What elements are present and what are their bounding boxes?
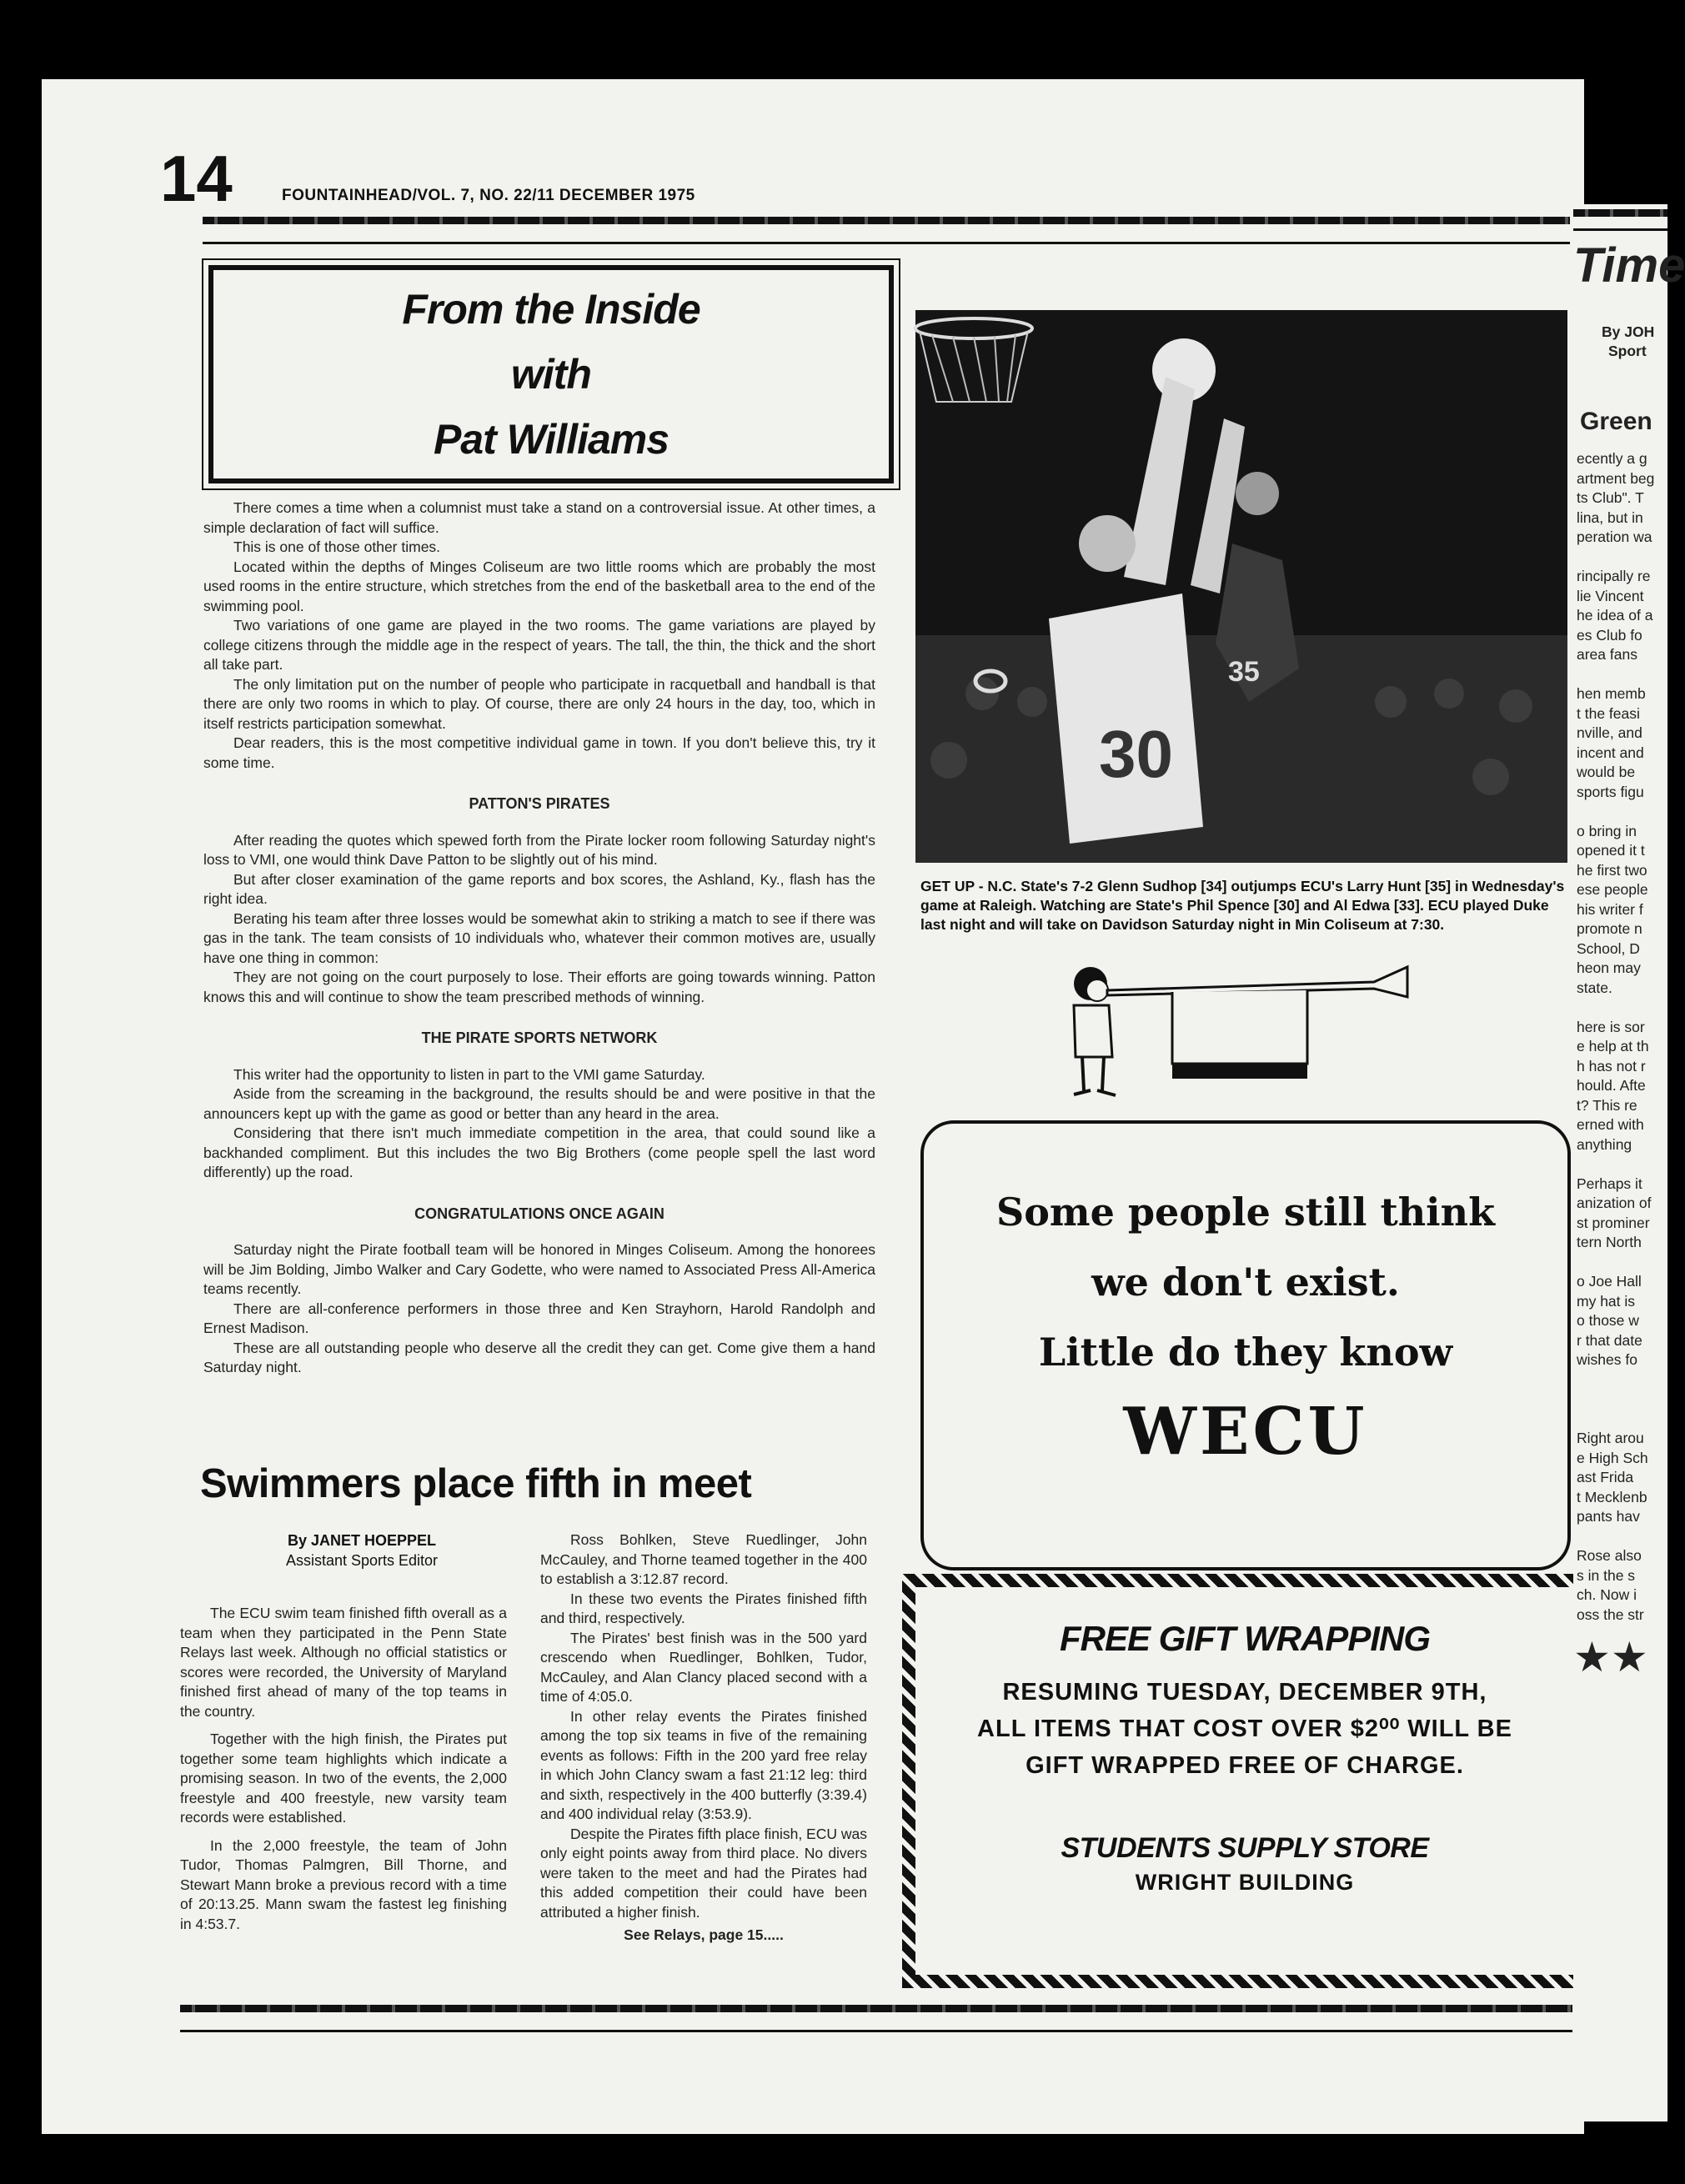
adjacent-text-line: my hat is: [1577, 1292, 1636, 1310]
adjacent-byline: Sport: [1608, 343, 1647, 359]
adjacent-text-line: wishes fo: [1577, 1351, 1637, 1368]
adjacent-text-line: lie Vincent: [1577, 587, 1644, 604]
adjacent-text-line: he idea of a: [1577, 607, 1653, 624]
paragraph: After reading the quotes which spewed forth from the Pirate locker room following Saturday night's loss to VMI, one would think Dave Patton to be slightly out of his mind.: [203, 831, 875, 868]
wecu-ad-line: Some people still think: [996, 1190, 1495, 1235]
gift-ad-line: GIFT WRAPPED FREE OF CHARGE.: [1026, 1752, 1464, 1779]
basketball-photo-graphic: [915, 310, 1567, 863]
section-heading: PATTON'S PIRATES: [469, 795, 610, 812]
paragraph: Saturday night the Pirate football team will be honored in Minges Coliseum. Among the honorees will be Jim Bolding, Jimbo Walker and Cary Godette, who were named to Associated Press All-America teams recently.: [203, 1241, 875, 1297]
paragraph: Aside from the screaming in the background, the results should be and were positive in that the announcers kept up with the game as good or better than any heard in the area.: [203, 1085, 875, 1122]
adjacent-text-line: Right arou: [1577, 1430, 1644, 1446]
adjacent-text-line: rincipally re: [1577, 568, 1651, 584]
adjacent-text-line: promote n: [1577, 920, 1642, 937]
adjacent-text-line: h has not r: [1577, 1057, 1646, 1074]
paragraph: Considering that there isn't much immediate competition in the area, that could sound like a backhanded compliment. But this includes the two Big Brothers (come people spell the last word differently) up the road.: [203, 1125, 875, 1180]
gift-ad-line: ALL ITEMS THAT COST OVER $2⁰⁰ WILL BE: [977, 1716, 1512, 1742]
jersey-number-back: 35: [1228, 656, 1260, 688]
adjacent-text-line: hen memb: [1577, 685, 1646, 702]
paragraph: They are not going on the court purposely to lose. Their efforts are going towards winning. Patton knows this and will continue to show the team prescribed methods of winning.: [203, 969, 875, 1005]
bottom-rule: [180, 2005, 1572, 2012]
adjacent-text-line: would be: [1577, 764, 1636, 780]
top-rule: [203, 217, 1570, 224]
column-title-box: [208, 265, 894, 483]
adjacent-text-line: [1577, 665, 1667, 685]
adjacent-text-line: [1577, 802, 1667, 822]
paragraph: But after closer examination of the game reports and box scores, the Ashland, Ky., flash has the right idea.: [203, 870, 875, 907]
adjacent-text-line: area fans: [1577, 646, 1637, 663]
adjacent-text-line: School, D: [1577, 939, 1640, 957]
paragraph: Ross Bohlken, Steve Ruedlinger, John McCauley, and Thorne teamed together in the 400 to establish a 3:12.87 record.: [540, 1531, 867, 1587]
paragraph: This is one of those other times.: [233, 538, 441, 555]
adjacent-text-line: ast Frida: [1577, 1469, 1634, 1485]
column-body: [203, 498, 875, 1378]
paragraph: Berating his team after three losses would be somewhat akin to striking a match to see if there was gas in the tank. The team consists of 10 individuals who, whatever their common motives are, usually have one thing in common:: [203, 909, 875, 966]
adjacent-text-line: incent and: [1577, 744, 1644, 761]
swim-column-2: [540, 1530, 867, 1946]
adjacent-text-line: sports figu: [1577, 783, 1644, 800]
paragraph: These are all outstanding people who deserve all the credit they can get. Come give them a hand Saturday night.: [203, 1339, 875, 1375]
adjacent-text-line: [1577, 548, 1667, 568]
adjacent-text-line: [1577, 1253, 1667, 1273]
adjacent-text-line: st prominer: [1577, 1214, 1650, 1231]
paragraph: The only limitation put on the number of people who participate in racquetball and handball is that there are only two rooms in which to play. Of course, there are only 24 hours in the day, too, which in itself restricts participation somewhat.: [203, 675, 875, 732]
adjacent-byline: By JOH: [1602, 323, 1655, 340]
adjacent-text-line: [1577, 1155, 1667, 1175]
paragraph: Two variations of one game are played in the two rooms. The game variations are played by college citizens through the middle age in the respect of years. The tall, the thin, the thick and the short all take part.: [203, 617, 875, 673]
adjacent-text-line: [1577, 998, 1667, 1018]
adjacent-text-line: e High Sch: [1577, 1449, 1648, 1466]
gift-ad-line: RESUMING TUESDAY, DECEMBER 9TH,: [1002, 1679, 1487, 1706]
adjacent-text-line: ecently a g: [1577, 450, 1647, 467]
paragraph: This writer had the opportunity to listen in part to the VMI game Saturday.: [233, 1065, 705, 1083]
adjacent-text-line: [1577, 1370, 1667, 1390]
adjacent-text-line: here is sor: [1577, 1018, 1645, 1035]
adjacent-text-line: o those w: [1577, 1312, 1639, 1329]
adjacent-text-line: [1577, 1390, 1667, 1410]
adjacent-stars: ★★: [1573, 1634, 1648, 1681]
adjacent-text-line: Rose also: [1577, 1547, 1642, 1564]
paragraph: There are all-conference performers in those three and Ken Strayhorn, Harold Randolph and Ernest Madison.: [203, 1300, 875, 1336]
byline-name: By JANET HOEPPEL: [287, 1532, 437, 1549]
adjacent-text-line: ts Club". T: [1577, 489, 1644, 506]
adjacent-text-line: s in the s: [1577, 1566, 1636, 1584]
section-heading: CONGRATULATIONS ONCE AGAIN: [414, 1205, 664, 1222]
adjacent-text-line: e help at th: [1577, 1038, 1649, 1054]
paragraph: In the 2,000 freestyle, the team of John Tudor, Thomas Palmgren, Bill Thorne, and Stewart Mann broke a previous record with a time of 20:13.25. Mann swam the fastest leg finishing in 4:53.7.: [180, 1836, 507, 1932]
adjacent-rule: [1573, 209, 1667, 217]
photo-caption: GET UP - N.C. State's 7-2 Glenn Sudhop [34] outjumps ECU's Larry Hunt [35] in Wednesday's game at Raleigh. Watching are State's Phil Spence [30] and Al Edwa [33]. ECU played Duke last night and will take on Davidson Saturday night in Min Coliseum at 7:30.: [920, 878, 1565, 933]
adjacent-headline: Time: [1573, 238, 1685, 293]
bottom-thin-rule: [180, 2030, 1572, 2032]
adjacent-text-line: anization of: [1577, 1195, 1652, 1211]
paragraph: Located within the depths of Minges Coliseum are two little rooms which are probably the most used rooms in the entire structure, which stretches from the end of the basketball area to the end of the swimming pool.: [203, 558, 875, 614]
adjacent-text-line: [1577, 1527, 1667, 1547]
adjacent-text-line: his writer f: [1577, 900, 1643, 918]
adjacent-text-line: erned with: [1577, 1116, 1644, 1133]
paragraph: The ECU swim team finished fifth overall as a team when they participated in the Penn State Relays last week. Although no official statistics or scores were recorded, the University of Maryland finished first ahead of many of the top teams in the country.: [180, 1605, 507, 1720]
adjacent-text-line: he first two: [1577, 861, 1647, 879]
top-thin-rule: [203, 242, 1570, 244]
wecu-ad-line: Little do they know: [1038, 1330, 1453, 1375]
adjacent-text-line: r that date: [1577, 1331, 1642, 1349]
adjacent-text-line: anything: [1577, 1135, 1632, 1153]
swim-column-1: [180, 1604, 507, 1934]
column-title-line: From the Inside: [402, 286, 700, 333]
adjacent-subhead: Green: [1580, 407, 1652, 435]
adjacent-text-line: es Club fo: [1577, 626, 1642, 644]
adjacent-text-line: Perhaps it: [1577, 1175, 1642, 1192]
gift-wrapping-ad: [902, 1574, 1587, 1988]
wecu-logo: WECU: [1123, 1394, 1368, 1470]
adjacent-text-line: pants hav: [1577, 1508, 1640, 1525]
masthead: FOUNTAINHEAD/VOL. 7, NO. 22/11 DECEMBER 1975: [282, 187, 695, 204]
gift-ad-title: FREE GIFT WRAPPING: [1060, 1619, 1430, 1658]
swim-byline: [203, 1530, 520, 1570]
column-title-line: Pat Williams: [433, 416, 669, 463]
adjacent-text-line: t Mecklenb: [1577, 1488, 1647, 1505]
gift-ad-store: STUDENTS SUPPLY STORE: [1061, 1832, 1429, 1864]
adjacent-text-line: heon may: [1577, 959, 1641, 976]
swim-headline: Swimmers place fifth in meet: [200, 1461, 752, 1506]
adjacent-text-line: peration wa: [1577, 528, 1652, 545]
wecu-ad: [920, 1120, 1571, 1570]
page-number: 14: [160, 142, 233, 215]
paragraph: Dear readers, this is the most competitive individual game in town. If you don't believe this, try it some time.: [203, 734, 875, 771]
adjacent-text-lines: [1573, 449, 1667, 1625]
byline-title: Assistant Sports Editor: [285, 1552, 439, 1569]
adjacent-text-line: t the feasi: [1577, 704, 1640, 722]
adjacent-text-line: nville, and: [1577, 724, 1642, 741]
paragraph: In these two events the Pirates finished fifth and third, respectively.: [540, 1590, 867, 1626]
adjacent-text-line: ese people: [1577, 881, 1648, 898]
adjacent-text-line: state.: [1577, 979, 1612, 996]
adjacent-text-line: o Joe Hall: [1577, 1273, 1642, 1290]
column-title-line: with: [511, 351, 591, 398]
adjacent-page-edge: [1573, 204, 1685, 2121]
adjacent-text-line: hould. Afte: [1577, 1077, 1646, 1094]
adjacent-text-line: t? This re: [1577, 1096, 1637, 1114]
jersey-number-front: 30: [1099, 717, 1173, 791]
adjacent-text-line: opened it t: [1577, 842, 1645, 859]
paragraph: The Pirates' best finish was in the 500 yard crescendo when Ruedlinger, Bohlken, Tudor, McCauley, and Alan Clancy placed second with a time of 4:05.0.: [540, 1629, 867, 1705]
gift-ad-building: WRIGHT BUILDING: [1135, 1870, 1355, 1895]
basketball-photo: [915, 310, 1567, 863]
adjacent-thin-rule: [1573, 228, 1667, 231]
section-heading: THE PIRATE SPORTS NETWORK: [421, 1029, 658, 1046]
paragraph: Together with the high finish, the Pirates put together some team highlights which indicate a promising season. In two of the events, the 2,000 freestyle and 400 freestyle, new varsity team records were established.: [180, 1731, 507, 1826]
adjacent-text-line: oss the str: [1577, 1605, 1644, 1623]
adjacent-text-line: [1577, 1410, 1667, 1430]
paragraph: In other relay events the Pirates finished among the top six teams in five of the remaining events as follows: Fifth in the 200 yard free relay in which John Clancy swam a fast 21:12 leg: third and sixth, respectively in the 400 butterfly (3:39.4) and 400 individual relay (3:53.9).: [540, 1707, 867, 1822]
adjacent-text-line: lina, but in: [1577, 508, 1643, 526]
adjacent-text-line: o bring in: [1577, 822, 1637, 839]
paragraph: Despite the Pirates fifth place finish, ECU was only eight points away from third place. No divers were taken to the meet and had the Pirates had this added competition their could have been attributed a higher finish.: [540, 1825, 867, 1921]
wecu-ad-line: we don't exist.: [1091, 1260, 1400, 1305]
herald-illustration: [1057, 957, 1424, 1107]
paragraph: There comes a time when a columnist must take a stand on a controversial issue. At other times, a simple declaration of fact will suffice.: [203, 499, 875, 536]
adjacent-text-line: ch. Now i: [1577, 1586, 1637, 1603]
herald-trumpet-graphic: [1057, 957, 1424, 1107]
adjacent-text-line: artment beg: [1577, 469, 1655, 487]
adjacent-text-line: tern North: [1577, 1234, 1642, 1250]
jump-line: See Relays, page 15.....: [624, 1926, 784, 1943]
